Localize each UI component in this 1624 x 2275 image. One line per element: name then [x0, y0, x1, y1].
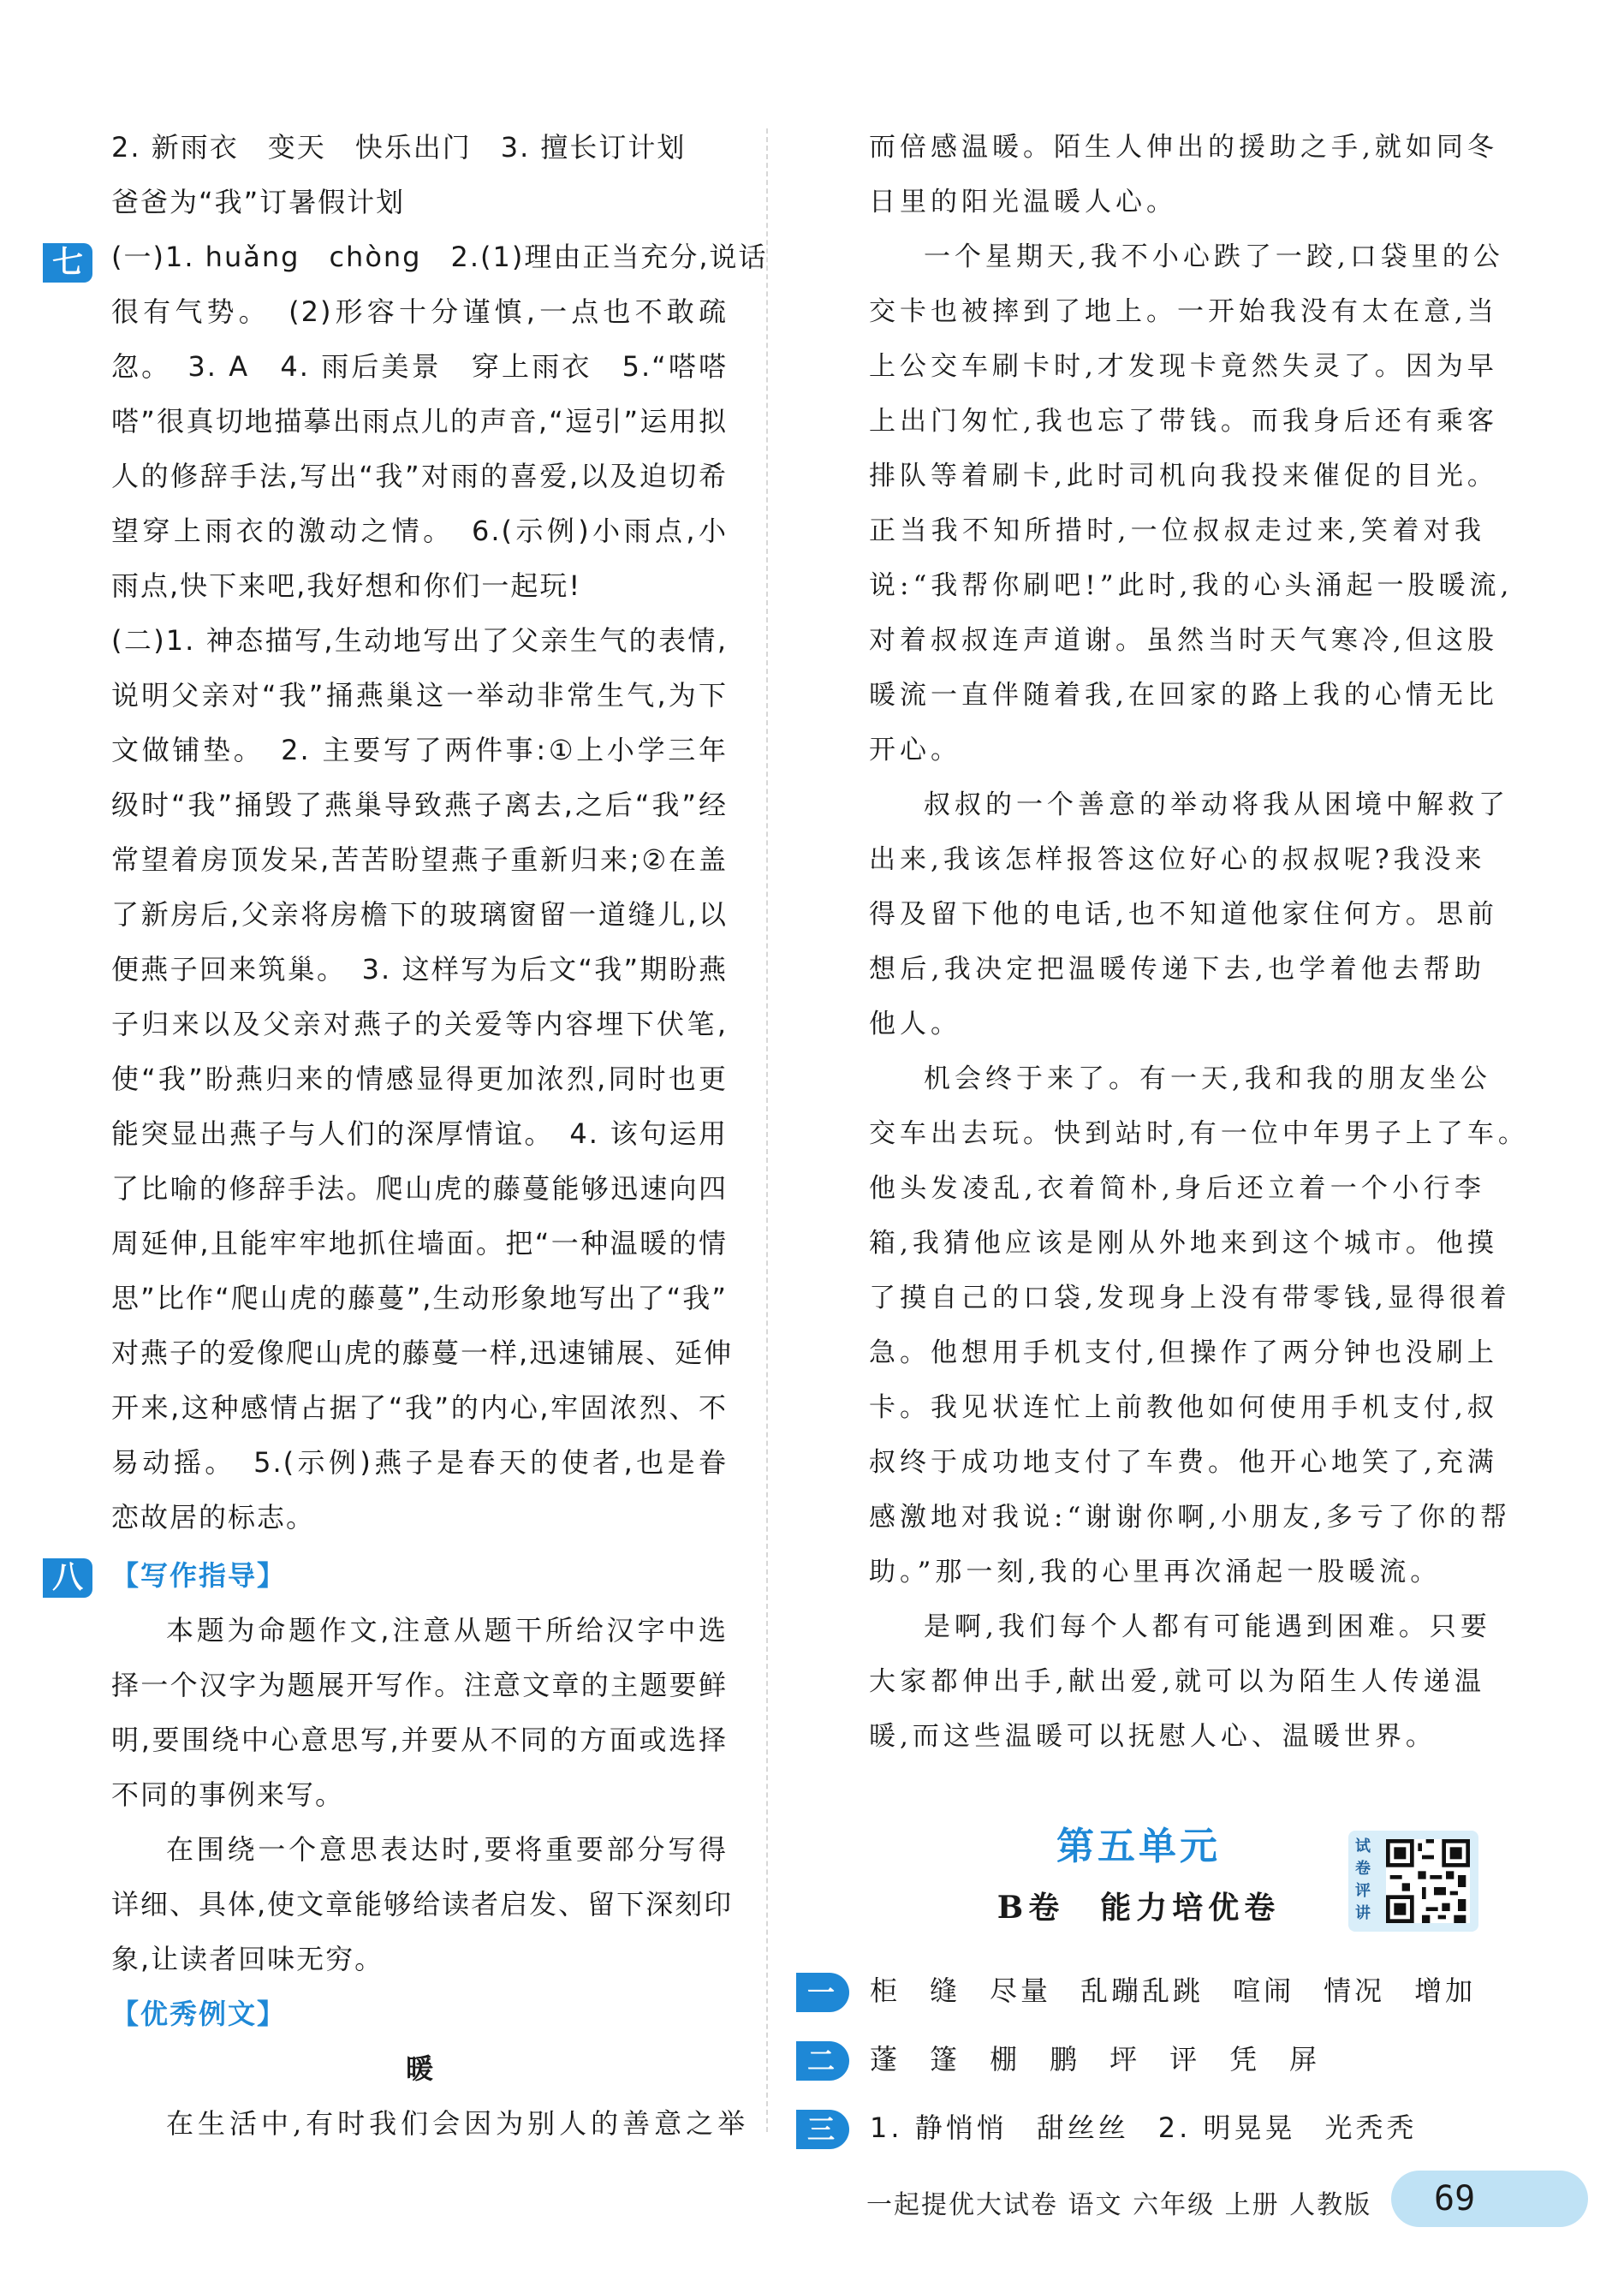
answer-word: 蓬	[870, 2043, 901, 2075]
answer-word: 乱蹦乱跳	[1080, 1974, 1205, 2007]
section-badge-three: 三	[796, 2110, 849, 2149]
essay-line: 叔终于成功地支付了车费。他开心地笑了,充满	[869, 1447, 1498, 1478]
section-badge-eight: 八	[43, 1558, 92, 1598]
essay-line: 出来,我该怎样报答这位好心的叔叔呢?我没来	[869, 844, 1486, 875]
essay-line: 他头发凌乱,衣着简朴,身后还立着一个小行李	[869, 1173, 1485, 1204]
answer-line: 常望着房顶发呆,苦苦盼望燕子重新归来;②在盖	[111, 843, 728, 876]
answer-line: 周延伸,且能牢牢地抓住墙面。把“一种温暖的情	[111, 1227, 728, 1260]
left-column	[111, 120, 768, 2151]
answer-line: 了比喻的修辞手法。爬山虎的藤蔓能够迅速向四	[111, 1172, 728, 1205]
essay-line: 在生活中,有时我们会因为别人的善意之举	[166, 2107, 750, 2140]
essay-line: 开心。	[869, 735, 961, 765]
essay-line: 大家都伸出手,献出爱,就可以为陌生人传递温	[869, 1666, 1485, 1697]
answer-word: 2. 明晃晃	[1157, 2111, 1296, 2144]
answer-word: 缝	[930, 1974, 961, 2007]
essay-title: 暖	[405, 2052, 433, 2085]
answer-word: 坪	[1109, 2043, 1141, 2075]
answer-word: 甜丝丝	[1036, 2111, 1129, 2144]
answer-line: 文做铺垫。 2. 主要写了两件事:①上小学三年	[111, 734, 728, 766]
essay-line: 暖流一直伴随着我,在回家的路上我的心情无比	[869, 680, 1498, 711]
answer-line: 人的修辞手法,写出“我”对雨的喜爱,以及迫切希	[111, 460, 728, 492]
column-divider	[766, 128, 768, 2132]
essay-line: 交卡也被摔到了地上。一开始我没有太在意,当	[869, 296, 1498, 327]
section-badge-two: 二	[796, 2041, 849, 2081]
guide-line: 明,要围绕中心意思写,并要从不同的方面或选择	[111, 1724, 728, 1756]
answer-word: 凭	[1229, 2043, 1261, 2075]
essay-line: 助。”那一刻,我的心里再次涌起一股暖流。	[869, 1557, 1442, 1587]
answer-word: 鹏	[1050, 2043, 1081, 2075]
answer-line: 忽。 3. A 4. 雨后美景 穿上雨衣 5.“嗒嗒	[111, 350, 728, 383]
essay-line: 暖,而这些温暖可以抚慰人心、温暖世界。	[869, 1721, 1437, 1752]
essay-line: 对着叔叔连声道谢。虽然当时天气寒冷,但这股	[869, 625, 1498, 656]
essay-line: 想后,我决定把温暖传递下去,也学着他去帮助	[869, 954, 1485, 985]
answer-line: 了新房后,父亲将房檐下的玻璃窗留一道缝儿,以	[111, 898, 728, 931]
section-badge-seven: 七	[43, 243, 92, 283]
example-essay-tag: 【优秀例文】	[111, 1998, 287, 2030]
writing-guide	[111, 1603, 734, 1986]
answer-line: 嗒”很真切地描摹出雨点儿的声音,“逗引”运用拟	[111, 405, 728, 438]
essay-line: 卡。我见状连忙上前教他如何使用手机支付,叔	[869, 1392, 1498, 1423]
answer-line: 便燕子回来筑巢。 3. 这样写为后文“我”期盼燕	[111, 953, 728, 986]
essay-line: 上出门匆忙,我也忘了带钱。而我身后还有乘客	[869, 406, 1498, 437]
answer-line: 爸爸为“我”订暑假计划	[111, 186, 406, 218]
answer-word: 屏	[1289, 2043, 1321, 2075]
essay-line: 而倍感温暖。陌生人伸出的援助之手,就如同冬	[869, 132, 1498, 163]
essay-line: 了摸自己的口袋,发现身上没有带零钱,显得很着	[869, 1283, 1511, 1313]
answer-line: 望穿上雨衣的激动之情。 6.(示例)小雨点,小	[111, 515, 728, 547]
answer-row-3	[796, 2106, 1446, 2149]
answer-line: 2. 新雨衣 变天 快乐出门 3. 擅长订计划	[111, 131, 687, 164]
answer-line: 对燕子的爱像爬山虎的藤蔓一样,迅速铺展、延伸	[111, 1337, 734, 1369]
essay-line: 他人。	[869, 1009, 961, 1039]
essay-line: 正当我不知所措时,一位叔叔走过来,笑着对我	[869, 515, 1485, 546]
answer-word: 1. 静悄悄	[870, 2111, 1008, 2144]
guide-line: 在围绕一个意思表达时,要将重要部分写得	[166, 1833, 728, 1866]
section-seven	[111, 229, 768, 1545]
guide-line: 详细、具体,使文章能够给读者启发、留下深刻印	[111, 1888, 734, 1921]
book-info: 一起提优大试卷 语文 六年级 上册 人教版	[866, 2190, 1372, 2220]
answer-line: 很有气势。 (2)形容十分谨慎,一点也不敢疏	[111, 295, 728, 328]
qr-label: 试卷评讲	[1355, 1837, 1371, 1922]
answer-line: 级时“我”捅毁了燕巢导致燕子离去,之后“我”经	[111, 789, 728, 821]
essay-line: 交车出去玩。快到站时,有一位中年男子上了车。	[869, 1118, 1529, 1149]
answer-word: 喧闹	[1233, 1974, 1295, 2007]
essay-line: 上公交车刷卡时,才发现卡竟然失灵了。因为早	[869, 351, 1498, 382]
answer-word: 光秃秃	[1324, 2111, 1418, 2144]
guide-line: 象,让读者回味无穷。	[111, 1943, 384, 1975]
answer-word: 尽量	[990, 1974, 1052, 2007]
answer-row-1	[796, 1969, 1505, 2012]
essay-line: 排队等着刷卡,此时司机向我投来催促的目光。	[869, 461, 1498, 491]
essay-line: 说:“我帮你刷吧!”此时,我的心头涌起一股暖流,	[869, 570, 1514, 601]
answer-word: 篷	[930, 2043, 961, 2075]
essay-line: 日里的阳光温暖人心。	[869, 187, 1177, 217]
answer-line: 子归来以及父亲对燕子的关爱等内容埋下伏笔,	[111, 1008, 728, 1040]
guide-line: 本题为命题作文,注意从题干所给汉字中选	[166, 1614, 728, 1647]
answer-line: (二)1. 神态描写,生动地写出了父亲生气的表情,	[111, 624, 728, 657]
answer-line: 能突显出燕子与人们的深厚情谊。 4. 该句运用	[111, 1117, 728, 1150]
answer-line: 思”比作“爬山虎的藤蔓”,生动形象地写出了“我”	[111, 1282, 728, 1314]
qr-code-icon[interactable]	[1386, 1839, 1470, 1923]
answer-line: 使“我”盼燕归来的情感显得更加浓烈,同时也更	[111, 1063, 728, 1095]
essay-line: 叔叔的一个善意的举动将我从困境中解救了	[924, 789, 1509, 820]
essay-line: 是啊,我们每个人都有可能遇到困难。只要	[924, 1611, 1491, 1642]
essay-line: 急。他想用手机支付,但操作了两分钟也没刷上	[869, 1337, 1498, 1368]
section-badge-one: 一	[796, 1973, 849, 2012]
essay-line: 感激地对我说:“谢谢你啊,小朋友,多亏了你的帮	[869, 1502, 1511, 1533]
unit-title: 第五单元	[1056, 1825, 1221, 1868]
answer-line: 易动摇。 5.(示例)燕子是春天的使者,也是眷	[111, 1446, 728, 1479]
answer-line: 说明父亲对“我”捅燕巢这一举动非常生气,为下	[111, 679, 728, 712]
answer-line: 开来,这种感情占据了“我”的内心,牢固浓烈、不	[111, 1391, 728, 1424]
essay-line: 箱,我猜他应该是刚从外地来到这个城市。他摸	[869, 1228, 1498, 1259]
essay-line: 机会终于来了。有一天,我和我的朋友坐公	[924, 1063, 1491, 1094]
guide-line: 择一个汉字为题展开写作。注意文章的主题要鲜	[111, 1669, 728, 1701]
answer-line: (一)1. huǎng chòng 2.(1)理由正当充分,说话	[111, 241, 768, 273]
answer-line: 雨点,快下来吧,我好想和你们一起玩!	[111, 569, 582, 602]
unit-subtitle: B卷 能力培优卷	[996, 1890, 1281, 1926]
answer-word: 柜	[870, 1974, 901, 2007]
page-number: 69	[1391, 2171, 1588, 2227]
essay-body	[869, 120, 1529, 1764]
answer-word: 增加	[1414, 1974, 1477, 2007]
essay-line: 一个星期天,我不小心跌了一跤,口袋里的公	[924, 241, 1504, 272]
answer-row-2	[796, 2038, 1349, 2081]
answer-word: 评	[1169, 2043, 1201, 2075]
answer-word: 情况	[1324, 1974, 1386, 2007]
essay-line: 得及留下他的电话,也不知道他家住何方。思前	[869, 899, 1498, 930]
answer-line: 恋故居的标志。	[111, 1501, 316, 1534]
qr-code-panel[interactable]	[1348, 1831, 1478, 1932]
answer-word: 棚	[990, 2043, 1021, 2075]
writing-guide-tag: 【写作指导】	[111, 1559, 287, 1592]
guide-line: 不同的事例来写。	[111, 1778, 345, 1811]
right-column	[869, 120, 1529, 1764]
